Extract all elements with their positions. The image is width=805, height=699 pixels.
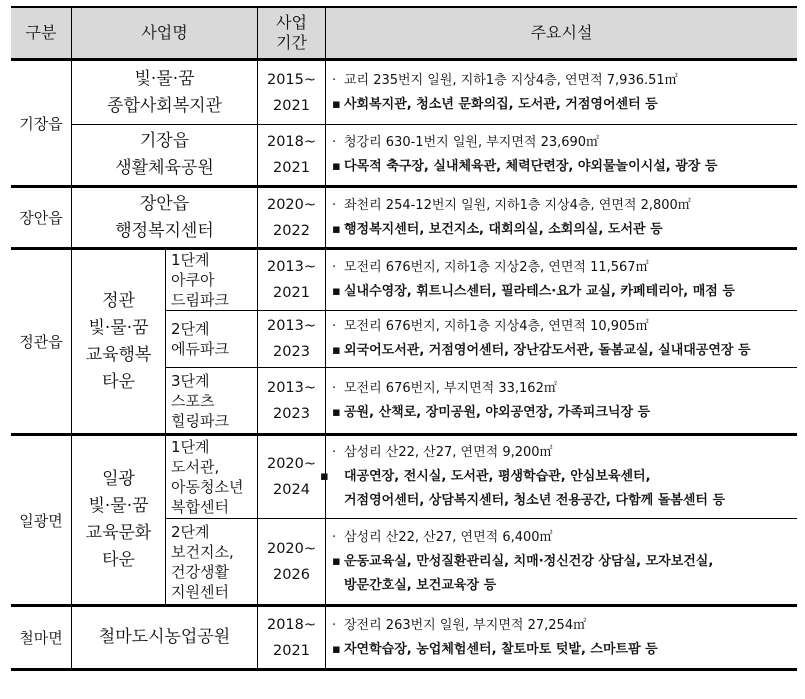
facility-line	[320, 465, 791, 489]
project-period	[258, 248, 326, 311]
project-name-line1: 기장읍	[139, 131, 190, 151]
square-bullet-icon: ▪	[332, 641, 341, 657]
project-period	[258, 519, 326, 605]
sub-phase-line: 지원센터	[171, 582, 229, 601]
facility-text: 사회복지관, 청소년 문화의집, 도서관, 거점영어센터 등	[344, 96, 658, 112]
sub-phase-line: 1단계	[171, 251, 210, 269]
facility-cell	[326, 125, 797, 186]
project-period	[258, 434, 326, 519]
project-name-line1: 장안읍	[139, 193, 190, 214]
period-start: 2018~	[266, 134, 317, 150]
category-gijang: 기장읍	[11, 59, 72, 186]
facility-line	[332, 218, 791, 242]
header-period	[258, 8, 326, 59]
facility-line	[332, 155, 791, 179]
bullet-icon: ·	[332, 197, 337, 213]
project-name-line: 일광	[102, 469, 135, 489]
sub-phase-line: 스포츠	[171, 391, 215, 410]
facility-text: 좌천리 254-12번지 일원, 지하1층 지상4층, 연면적 2,800㎡	[344, 197, 691, 213]
facility-line	[332, 339, 791, 363]
table-row	[11, 605, 797, 669]
sub-phase-line: 아동청소년	[171, 478, 244, 496]
facility-line	[332, 69, 791, 93]
facility-text: 모전리 676번지, 지하1층 지상4층, 연면적 10,905㎡	[344, 319, 649, 334]
facility-line	[332, 256, 791, 280]
sub-phase	[166, 434, 258, 519]
project-period	[258, 59, 326, 125]
square-bullet-icon: ▪	[332, 553, 341, 569]
facility-text: 실내수영장, 휘트니스센터, 필라테스·요가 교실, 카페테리아, 매점 등	[344, 284, 735, 299]
project-name-line: 타운	[102, 550, 135, 570]
bullet-icon: ·	[332, 135, 337, 150]
header-project: 사업명	[72, 8, 258, 59]
facility-text: 외국어도서관, 거점영어센터, 장난감도서관, 돌봄교실, 실내대공연장 등	[344, 343, 751, 358]
period-start: 2020~	[266, 456, 317, 472]
facility-line	[332, 93, 791, 117]
bullet-icon: ·	[332, 529, 337, 545]
facility-text: 자연학습장, 농업체험센터, 찰토마토 텃밭, 스마트팜 등	[344, 641, 658, 657]
facility-text: 운동교육실, 만성질환관리실, 치매·정신건강 상담실, 모자보건실,	[344, 553, 714, 569]
facility-line	[332, 280, 791, 304]
facility-cell	[326, 605, 797, 669]
facility-line	[332, 401, 791, 425]
period-start: 2013~	[266, 318, 317, 334]
period-end: 2023	[273, 344, 310, 360]
header-period-line2: 기간	[276, 33, 307, 52]
project-name-line: 교육행복	[85, 344, 152, 365]
sub-phase-line: 3단계	[171, 371, 210, 390]
project-period	[258, 605, 326, 669]
square-bullet-icon: ▪	[332, 343, 341, 358]
period-end: 2021	[273, 285, 310, 301]
table-row	[11, 434, 797, 519]
category-cheolma: 철마면	[11, 605, 72, 669]
project-name: 철마도시농업공원	[72, 605, 258, 669]
facility-cell	[326, 248, 797, 311]
facility-line	[332, 194, 791, 218]
project-name-line: 빛·물·꿈	[88, 317, 149, 338]
square-bullet-icon: ▪	[332, 284, 341, 299]
sub-phase-line: 1단계	[171, 438, 210, 456]
period-start: 2013~	[266, 379, 317, 396]
bullet-icon: ·	[332, 445, 337, 460]
sub-phase-line: 2단계	[171, 522, 210, 541]
facility-text: 거점영어센터, 상담복지센터, 청소년 전용공간, 다함께 돌봄센터 등	[344, 493, 726, 508]
period-start: 2018~	[266, 616, 317, 633]
period-end: 2023	[273, 405, 310, 422]
sub-phase-line: 드림파크	[171, 291, 229, 309]
square-bullet-icon: ▪	[332, 404, 341, 420]
period-end: 2022	[273, 222, 310, 239]
bullet-icon: ·	[332, 617, 337, 633]
header-category: 구분	[11, 8, 72, 59]
header-period-line1: 사업	[276, 13, 307, 32]
project-name	[72, 186, 258, 248]
sub-phase-line: 아쿠아	[171, 271, 215, 289]
period-start: 2013~	[266, 259, 317, 275]
facility-text: 다목적 축구장, 실내체육관, 체력단련장, 야외물놀이시설, 광장 등	[344, 159, 718, 174]
period-end: 2021	[273, 97, 310, 114]
sub-phase	[166, 311, 258, 368]
period-end: 2026	[273, 566, 310, 583]
facility-text: 공원, 산책로, 장미공원, 야외공연장, 가족피크닉장 등	[344, 404, 651, 420]
project-name-line: 정관	[102, 290, 135, 311]
bullet-icon: ·	[332, 72, 337, 88]
facility-text: 삼성리 산22, 산27, 연면적 9,200㎡	[344, 445, 553, 460]
project-name-jeonggwan-town	[72, 248, 166, 434]
facility-line	[332, 441, 791, 465]
facility-line	[332, 614, 791, 638]
sub-phase-line: 에듀파크	[171, 340, 229, 358]
period-end: 2021	[273, 160, 310, 176]
square-bullet-icon: ▪	[320, 469, 329, 484]
project-name-line1: 빛·물·꿈	[134, 68, 195, 89]
facility-text: 삼성리 산22, 산27, 연면적 6,400㎡	[344, 529, 553, 545]
project-name	[72, 125, 258, 186]
project-name-ilgwang-town	[72, 434, 166, 605]
project-name-line: 타운	[102, 371, 135, 392]
project-name-line2: 종합사회복지관	[107, 95, 222, 116]
facility-line	[332, 131, 791, 155]
project-period	[258, 311, 326, 368]
sub-phase-line: 힐링파크	[171, 411, 229, 430]
sub-phase	[166, 519, 258, 605]
category-ilgwang: 일광면	[11, 434, 72, 605]
facility-line	[332, 638, 791, 662]
facility-line	[332, 550, 791, 574]
facilities-table	[11, 6, 797, 671]
sub-phase	[166, 248, 258, 311]
period-end: 2021	[273, 642, 310, 659]
sub-phase-line: 보건지소,	[171, 542, 234, 561]
sub-phase-line: 복합센터	[171, 498, 229, 516]
project-name	[72, 59, 258, 125]
project-name-line: 빛·물·꿈	[88, 496, 149, 516]
facility-cell	[326, 368, 797, 434]
facility-text: 교리 235번지 일원, 지하1층 지상4층, 연면적 7,936.51㎡	[344, 72, 678, 88]
facility-text: 방문간호실, 보건교육장 등	[344, 577, 497, 593]
facility-text: 청강리 630-1번지 일원, 부지면적 23,690㎡	[344, 135, 600, 150]
project-name-line2: 행정복지센터	[115, 220, 214, 241]
project-name-line: 교육문화	[85, 523, 152, 543]
period-start: 2015~	[266, 71, 317, 88]
project-period	[258, 125, 326, 186]
table-header-row	[11, 8, 797, 59]
table-row	[11, 186, 797, 248]
facility-line	[332, 377, 791, 401]
facility-cell	[320, 434, 797, 519]
facility-line	[332, 526, 791, 550]
facility-cell	[326, 519, 797, 605]
facility-text: 행정복지센터, 보건지소, 대회의실, 소회의실, 도서관 등	[344, 221, 663, 237]
square-bullet-icon: ▪	[332, 96, 341, 112]
project-period	[258, 186, 326, 248]
period-start: 2020~	[266, 196, 317, 213]
facility-line	[332, 315, 791, 339]
facility-text: 모전리 676번지, 지하1층 지상2층, 연면적 11,567㎡	[344, 260, 649, 275]
facility-cell	[326, 311, 797, 368]
facility-line	[332, 574, 791, 598]
bullet-icon: ·	[332, 319, 337, 334]
facility-text: 장전리 263번지 일원, 부지면적 27,254㎡	[344, 617, 587, 633]
square-bullet-icon: ▪	[332, 221, 341, 237]
sub-phase	[166, 368, 258, 434]
sub-phase-line: 2단계	[171, 320, 210, 338]
period-end: 2024	[273, 482, 310, 498]
table-row	[11, 248, 797, 311]
table-row	[11, 125, 797, 186]
bullet-icon: ·	[332, 260, 337, 275]
category-jeonggwan: 정관읍	[11, 248, 72, 434]
period-start: 2020~	[266, 540, 317, 557]
square-bullet-icon: ▪	[332, 159, 341, 174]
project-name-line2: 생활체육공원	[115, 158, 214, 178]
category-jangan: 장안읍	[11, 186, 72, 248]
sub-phase-line: 건강생활	[171, 562, 229, 581]
sub-phase-line: 도서관,	[171, 458, 220, 476]
table-row	[11, 59, 797, 125]
bullet-icon: ·	[332, 380, 337, 396]
facility-text: 모전리 676번지, 부지면적 33,162㎡	[344, 380, 557, 396]
project-period	[258, 368, 326, 434]
facility-cell	[326, 186, 797, 248]
facility-line	[332, 489, 791, 513]
facility-text: 대공연장, 전시실, 도서관, 평생학습관, 안심보육센터,	[344, 469, 651, 484]
facility-cell	[326, 59, 797, 125]
header-facilities: 주요시설	[326, 8, 797, 59]
